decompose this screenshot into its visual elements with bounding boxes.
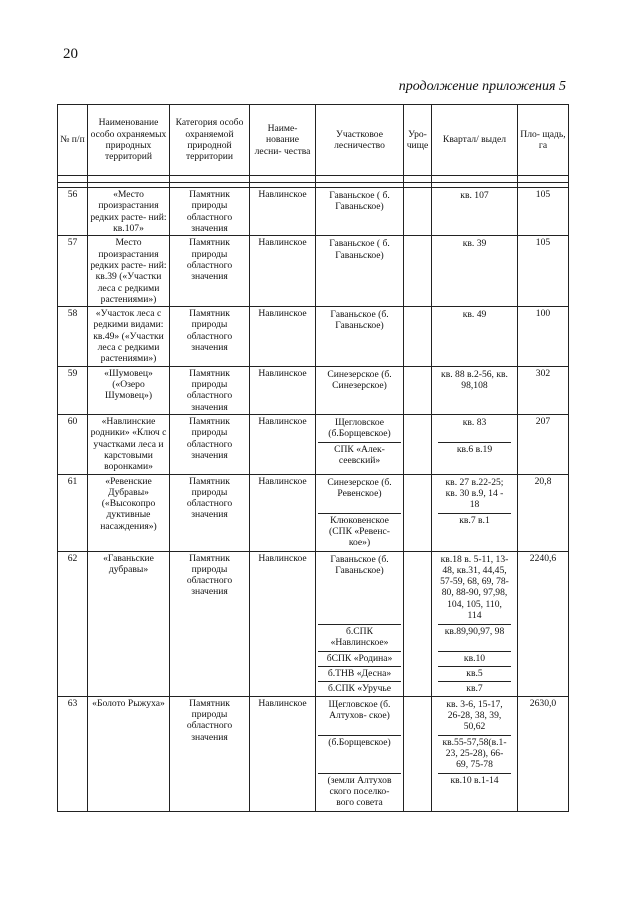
table-row bbox=[58, 307, 569, 367]
area-value: 100 bbox=[518, 307, 569, 367]
forestry-name: Навлинское bbox=[250, 307, 316, 367]
quarter-value: кв. 27 в.22-25; кв. 30 в.9, 14 - 18 bbox=[438, 476, 511, 514]
district-name: Щегловское (б.Борщевское) bbox=[318, 416, 401, 443]
quarter-value: кв.7 bbox=[466, 682, 483, 694]
district-name: Гаваньское ( б. Гаваньское) bbox=[329, 190, 390, 213]
district-name: Гаваньское (б. Гаваньское) bbox=[330, 309, 389, 332]
tract-cell bbox=[404, 414, 432, 474]
quarter-cell bbox=[432, 366, 518, 414]
quarter-cell bbox=[432, 551, 518, 696]
table-row bbox=[58, 551, 569, 696]
quarter-cell bbox=[432, 696, 518, 811]
header-name: Наименование особо охраняемых природных территорий bbox=[88, 105, 170, 176]
protected-areas-table bbox=[57, 104, 569, 812]
area-category: Памятник природы областного значения bbox=[170, 414, 250, 474]
district-name: бСПК «Родина» bbox=[318, 652, 401, 667]
quarter-value: кв.55-57,58(в.1- 23, 25-28), 66- 69, 75-78 bbox=[438, 736, 511, 774]
quarter-value: кв. 3-6, 15-17, 26-28, 38, 39, 50,62 bbox=[438, 698, 511, 736]
area-name: «Болото Рыжуха» bbox=[88, 696, 170, 811]
district-name: б.СПК «Навлинское» bbox=[318, 625, 401, 652]
quarter-value: кв. 49 bbox=[462, 309, 487, 321]
district-name: Клюковенское (СПК «Ревенс- кое») bbox=[329, 514, 390, 549]
tract-cell bbox=[404, 696, 432, 811]
area-value: 105 bbox=[518, 188, 569, 236]
row-number: 56 bbox=[58, 188, 88, 236]
table-row bbox=[58, 474, 569, 551]
district-name: б.ТНВ «Десна» bbox=[318, 667, 401, 682]
header-tract: Уро- чище bbox=[404, 105, 432, 176]
quarter-value: кв. 83 bbox=[438, 416, 511, 443]
district-cell bbox=[316, 696, 404, 811]
area-name: «Шумовец» («Озеро Шумовец») bbox=[88, 366, 170, 414]
forestry-name: Навлинское bbox=[250, 474, 316, 551]
forestry-name: Навлинское bbox=[250, 366, 316, 414]
district-cell bbox=[316, 188, 404, 236]
forestry-name: Навлинское bbox=[250, 414, 316, 474]
district-name: (земли Алтухов ского поселко- вого совета bbox=[327, 774, 392, 809]
quarter-value: кв.10 в.1-14 bbox=[450, 774, 499, 786]
row-number: 57 bbox=[58, 236, 88, 307]
quarter-value: кв.7 в.1 bbox=[459, 514, 490, 526]
forestry-name: Навлинское bbox=[250, 696, 316, 811]
row-number: 62 bbox=[58, 551, 88, 696]
area-name: «Навлинские родники» «Ключ с участками леса и карстовыми воронками» bbox=[88, 414, 170, 474]
header-area: Пло- щадь, га bbox=[518, 105, 569, 176]
area-name: «Участок леса с редкими видами: кв.49» («Участки леса с редкими растениями») bbox=[88, 307, 170, 367]
area-category: Памятник природы областного значения bbox=[170, 366, 250, 414]
quarter-value: кв.18 в. 5-11, 13-48, кв.31, 44,45, 57-59, 68, 69, 78-80, 88-90, 97,98, 104, 105, 110, 114 bbox=[438, 553, 511, 625]
header-forestry: Наиме- нование лесни- чества bbox=[250, 105, 316, 176]
tract-cell bbox=[404, 188, 432, 236]
header-number: № п/п bbox=[58, 105, 88, 176]
row-number: 60 bbox=[58, 414, 88, 474]
quarter-cell bbox=[432, 474, 518, 551]
district-cell bbox=[316, 366, 404, 414]
area-category: Памятник природы областного значения bbox=[170, 474, 250, 551]
quarter-cell bbox=[432, 307, 518, 367]
table-body bbox=[58, 188, 569, 812]
quarter-value: кв.6 в.19 bbox=[456, 443, 493, 455]
quarter-value: кв.10 bbox=[438, 652, 511, 667]
table-row bbox=[58, 696, 569, 811]
area-name: Место произрастания редких расте- ний: кв.39 («Участки леса с редкими растениями») bbox=[88, 236, 170, 307]
area-name: «Ревенские Дубравы» («Высокопро дуктивные насаждения») bbox=[88, 474, 170, 551]
area-value: 207 bbox=[518, 414, 569, 474]
row-number: 59 bbox=[58, 366, 88, 414]
area-name: «Гаваньские дубравы» bbox=[88, 551, 170, 696]
area-value: 20,8 bbox=[518, 474, 569, 551]
district-cell bbox=[316, 307, 404, 367]
tract-cell bbox=[404, 307, 432, 367]
area-value: 2240,6 bbox=[518, 551, 569, 696]
area-name: «Место произрастания редких расте- ний: кв.107» bbox=[88, 188, 170, 236]
district-name: СПК «Алек- сеевский» bbox=[334, 443, 385, 467]
area-category: Памятник природы областного значения bbox=[170, 236, 250, 307]
tract-cell bbox=[404, 236, 432, 307]
row-number: 63 bbox=[58, 696, 88, 811]
forestry-name: Навлинское bbox=[250, 188, 316, 236]
table-row bbox=[58, 366, 569, 414]
page-number: 20 bbox=[63, 46, 78, 62]
district-name: Щегловское (б. Алтухов- ское) bbox=[318, 698, 401, 736]
area-category: Памятник природы областного значения bbox=[170, 551, 250, 696]
district-name: (б.Борщевское) bbox=[318, 736, 401, 774]
quarter-value: кв. 39 bbox=[462, 238, 487, 250]
table-header-row bbox=[58, 105, 569, 176]
tract-cell bbox=[404, 366, 432, 414]
header-quarter: Квартал/ выдел bbox=[432, 105, 518, 176]
table-row bbox=[58, 188, 569, 236]
forestry-name: Навлинское bbox=[250, 236, 316, 307]
table-row bbox=[58, 236, 569, 307]
row-number: 58 bbox=[58, 307, 88, 367]
quarter-cell bbox=[432, 414, 518, 474]
area-category: Памятник природы областного значения bbox=[170, 307, 250, 367]
quarter-value: кв. 107 bbox=[460, 190, 489, 201]
continuation-caption: продолжение приложения 5 bbox=[398, 79, 566, 94]
quarter-cell bbox=[432, 188, 518, 236]
area-value: 105 bbox=[518, 236, 569, 307]
forestry-name: Навлинское bbox=[250, 551, 316, 696]
column-number-row bbox=[58, 176, 569, 183]
area-category: Памятник природы областного значения bbox=[170, 696, 250, 811]
district-name: Синезерское (б. Синезерское) bbox=[327, 368, 392, 391]
district-name: Гаваньское (б. Гаваньское) bbox=[318, 553, 401, 625]
area-value: 2630,0 bbox=[518, 696, 569, 811]
tract-cell bbox=[404, 551, 432, 696]
district-cell bbox=[316, 551, 404, 696]
district-cell bbox=[316, 236, 404, 307]
quarter-value: кв.89,90,97, 98 bbox=[438, 625, 511, 652]
district-name: б.СПК «Уручье bbox=[327, 682, 392, 694]
header-category: Категория особо охраняемой природной территории bbox=[170, 105, 250, 176]
tract-cell bbox=[404, 474, 432, 551]
row-number: 61 bbox=[58, 474, 88, 551]
district-name: Гаваньское ( б. Гаваньское) bbox=[329, 238, 390, 261]
district-cell bbox=[316, 474, 404, 551]
area-value: 302 bbox=[518, 366, 569, 414]
area-category: Памятник природы областного значения bbox=[170, 188, 250, 236]
header-district: Участковое лесничество bbox=[316, 105, 404, 176]
table-row bbox=[58, 414, 569, 474]
quarter-cell bbox=[432, 236, 518, 307]
quarter-value: кв. 88 в.2-56, кв. 98,108 bbox=[441, 368, 508, 391]
quarter-value: кв.5 bbox=[438, 667, 511, 682]
district-cell bbox=[316, 414, 404, 474]
district-name: Синезерское (б. Ревенское) bbox=[318, 476, 401, 514]
